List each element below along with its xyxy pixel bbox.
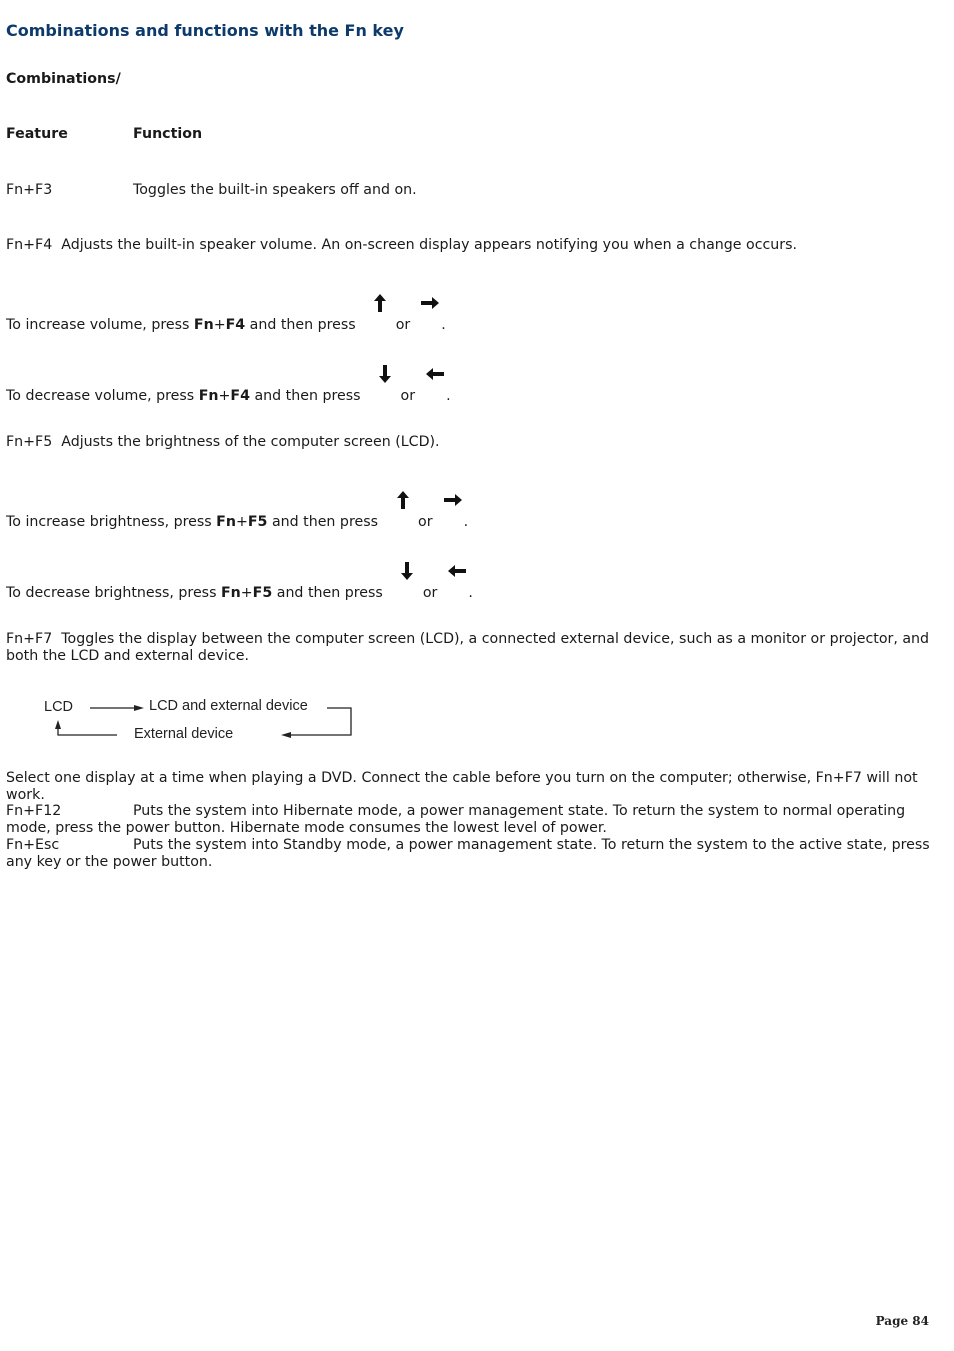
plus-sign: + (218, 388, 231, 404)
left-arrow-icon (446, 576, 468, 598)
fn-f3-description: Toggles the built-in speakers off and on. (133, 182, 417, 198)
up-arrow-icon (369, 308, 391, 330)
dvd-note: Select one display at a time when playing a DVD. Connect the cable before you turn on the computer; otherwise, Fn+F7 will not work. (6, 770, 918, 803)
period: . (441, 317, 446, 333)
or-text: or (422, 585, 438, 601)
page-number: Page 84 (875, 1314, 929, 1328)
instruction-text: and then press (245, 317, 356, 333)
instruction-text: To increase brightness, press (6, 514, 217, 530)
period: . (463, 514, 469, 530)
fn-f12-key: Fn+F12 (6, 803, 62, 819)
period: . (446, 388, 451, 404)
instruction-text: and then press (267, 514, 378, 530)
diagram-label-lcd: LCD (44, 699, 74, 715)
key-fn: Fn (198, 388, 219, 404)
fn-f4-description: Adjusts the built-in speaker volume. An on-screen display appears notifying you when a change occurs. (61, 237, 798, 253)
fn-f5-row (6, 434, 440, 451)
plus-sign: + (235, 514, 248, 530)
left-arrow-icon (424, 379, 446, 401)
diagram-label-external: External device (134, 726, 234, 742)
volume-increase-line (6, 308, 446, 334)
period: . (468, 585, 473, 601)
fn-esc-key: Fn+Esc (6, 837, 60, 853)
instruction-text: To decrease brightness, press (6, 585, 221, 601)
instruction-text: To increase volume, press (6, 317, 194, 333)
or-text: or (418, 514, 433, 530)
section-subheading: Combinations/ (6, 71, 121, 87)
fn-f5-key: Fn+F5 (6, 434, 53, 450)
fn-f7-description: Toggles the display between the computer screen (LCD), a connected external device, such as a monitor or projector, and both the LCD and external device. (6, 631, 930, 664)
or-text: or (395, 317, 411, 333)
fn-f12-description: Puts the system into Hibernate mode, a power management state. To return the system to normal operating mode, press the power button. Hibernate mode consumes the lowest level of power. (6, 803, 906, 836)
diagram-label-lcd-external: LCD and external device (149, 698, 308, 714)
fn-f12-row (6, 803, 946, 837)
down-arrow-icon (396, 576, 418, 598)
column-header-feature: Feature (6, 126, 68, 142)
key-fn: Fn (193, 317, 214, 333)
plus-sign: + (240, 585, 253, 601)
up-arrow-icon (392, 505, 414, 527)
brightness-decrease-line (6, 576, 473, 602)
fn-f4-row (6, 237, 797, 254)
instruction-text: To decrease volume, press (6, 388, 199, 404)
fn-f5-description: Adjusts the brightness of the computer screen (LCD). (61, 434, 440, 450)
fn-f4-key: Fn+F4 (6, 237, 53, 253)
fn-f7-row (6, 631, 936, 665)
key-f5: F5 (252, 585, 273, 601)
right-arrow-icon (419, 308, 441, 330)
page-title: Combinations and functions with the Fn key (6, 21, 404, 40)
fn-esc-description: Puts the system into Standby mode, a power management state. To return the system to the active state, press any key or the power button. (6, 837, 930, 870)
brightness-increase-line (6, 505, 468, 531)
key-fn: Fn (220, 585, 241, 601)
instruction-text: and then press (272, 585, 383, 601)
display-cycle-diagram (40, 693, 360, 749)
down-arrow-icon (374, 379, 396, 401)
key-f5: F5 (247, 514, 268, 530)
fn-f7-key: Fn+F7 (6, 631, 53, 647)
key-f4: F4 (230, 388, 250, 404)
fn-esc-row (6, 837, 946, 871)
key-fn: Fn (216, 514, 236, 530)
instruction-text: and then press (249, 388, 361, 404)
key-f4: F4 (225, 317, 246, 333)
volume-decrease-line (6, 379, 451, 405)
or-text: or (400, 388, 416, 404)
right-arrow-icon (442, 505, 464, 527)
fn-f3-key: Fn+F3 (6, 182, 53, 198)
column-header-function: Function (133, 126, 203, 142)
plus-sign: + (213, 317, 226, 333)
